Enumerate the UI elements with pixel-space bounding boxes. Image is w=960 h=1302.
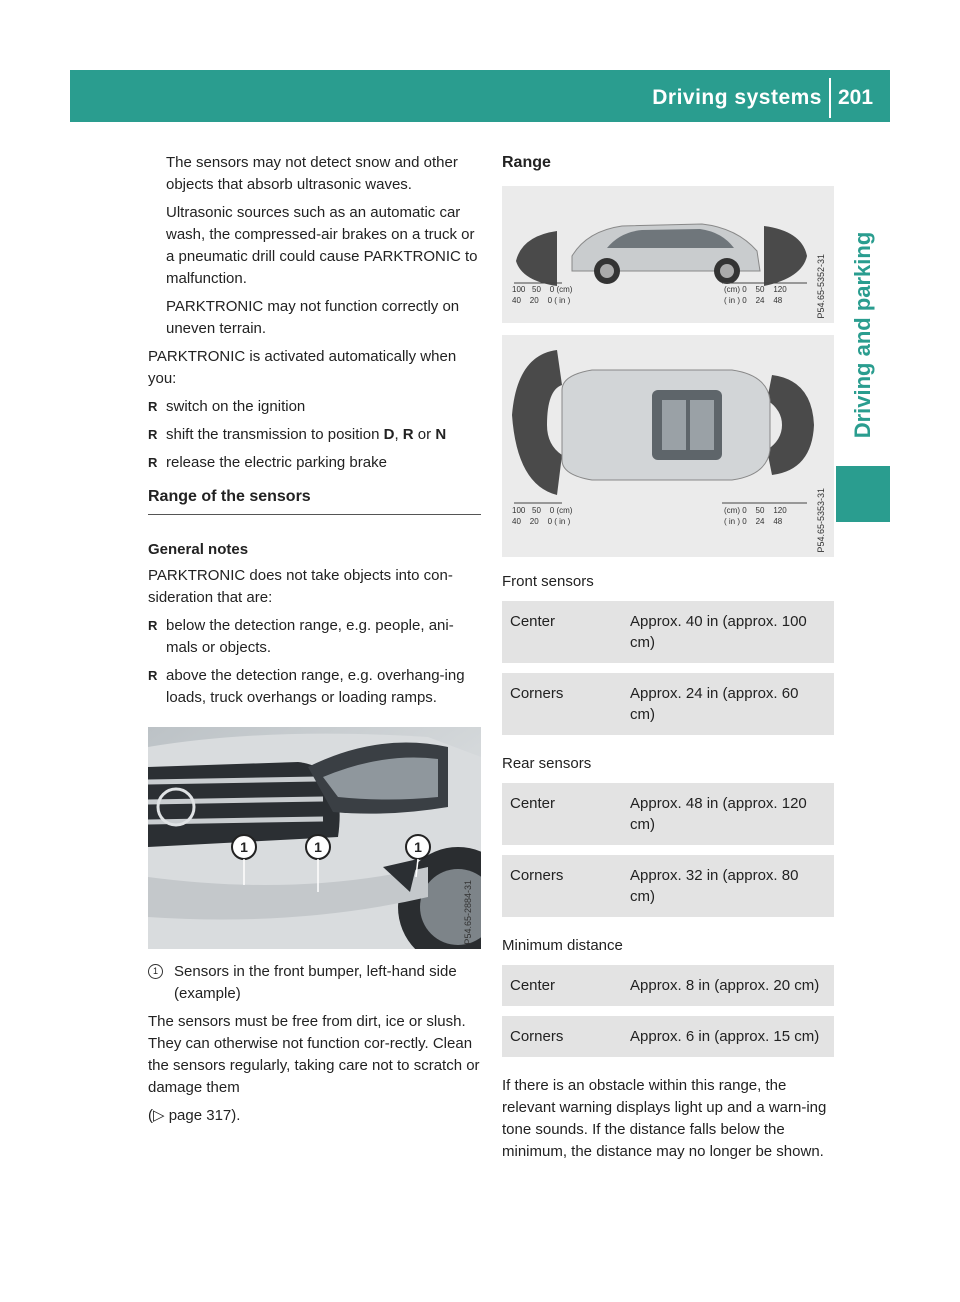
side-view-diagram (502, 186, 834, 323)
table-row (502, 850, 834, 917)
list-item: R below the detection range, e.g. people, ani-mals or objects. (148, 615, 481, 659)
list-item: R above the detection range, e.g. overhang-ing loads, truck overhangs or loading ramps. (148, 665, 481, 709)
page-reference: (▷ page 317). (148, 1107, 241, 1124)
rear-scale (724, 284, 787, 306)
svg-text:1: 1 (414, 839, 422, 855)
svg-text:1: 1 (240, 839, 248, 855)
right-column (502, 152, 834, 1169)
figure-code: P54.65-2884-31 (463, 880, 473, 945)
table-row (502, 965, 834, 1011)
range-heading: Range (502, 154, 551, 171)
section-heading: Range of the sensors (148, 486, 481, 515)
bumper-sensor-photo (148, 727, 481, 949)
table-key: Corners (502, 850, 622, 917)
callout-text: Sensors in the front bumper, left-hand side (example) (174, 963, 457, 1002)
scale-cm: (cm) 0 50 120 (724, 285, 787, 294)
table-value: Approx. 40 in (approx. 100 cm) (622, 601, 834, 668)
callout-number: 1 (148, 964, 163, 979)
rear-scale (724, 505, 787, 527)
scale-cm: 100 50 0 (cm) (512, 506, 573, 515)
list-item (148, 424, 481, 446)
list-item-text: shift the transmission to position (166, 426, 384, 443)
side-tab (836, 180, 890, 490)
scale-in: 40 20 0 ( in ) (512, 517, 571, 526)
table-key: Corners (502, 668, 622, 735)
scale-cm: (cm) 0 50 120 (724, 506, 787, 515)
table-key: Center (502, 965, 622, 1011)
table-key: Center (502, 601, 622, 668)
table-key: Center (502, 783, 622, 850)
side-tab-label: Driving and parking (850, 231, 875, 439)
top-view-diagram (502, 335, 834, 557)
position-r: R (402, 426, 414, 443)
section-title: Driving systems (652, 86, 822, 109)
side-tab-marker (836, 466, 890, 522)
scale-in: ( in ) 0 24 48 (724, 296, 783, 305)
rear-sensors-table (502, 783, 834, 917)
front-sensors-table (502, 601, 834, 735)
table-key: Corners (502, 1011, 622, 1057)
page-number: 201 (838, 86, 874, 109)
table-row (502, 601, 834, 668)
intro-paragraph: PARKTRONIC may not function correctly on uneven terrain. (166, 298, 460, 337)
separator: or (413, 426, 436, 443)
front-sensors-label: Front sensors (502, 573, 594, 590)
maintenance-text: The sensors must be free from dirt, ice or slush. They can otherwise not function cor-rectly. Clean the sensors regularly, taking care not to scratch or damage them (148, 1013, 480, 1096)
table-row (502, 668, 834, 735)
position-d: D (383, 426, 395, 443)
rear-sensors-label: Rear sensors (502, 755, 592, 772)
table-value: Approx. 6 in (approx. 15 cm) (622, 1011, 834, 1057)
table-value: Approx. 24 in (approx. 60 cm) (622, 668, 834, 735)
activation-text: PARKTRONIC is activated automatically when you: (148, 348, 457, 387)
position-n: N (435, 426, 447, 443)
scale-in: ( in ) 0 24 48 (724, 517, 783, 526)
figure-code: P54.65-5352-31 (816, 254, 826, 319)
scale-in: 40 20 0 ( in ) (512, 296, 571, 305)
table-value: Approx. 32 in (approx. 80 cm) (622, 850, 834, 917)
list-item: R release the electric parking brake (148, 452, 481, 474)
separator: , (394, 426, 403, 443)
left-column (148, 152, 481, 1133)
front-scale (512, 505, 572, 527)
table-row (502, 1011, 834, 1057)
svg-text:1: 1 (314, 839, 322, 855)
general-notes-text: PARKTRONIC does not take objects into con-sideration that are: (148, 567, 453, 606)
list-item: R switch on the ignition (148, 396, 481, 418)
front-scale (512, 284, 572, 306)
minimum-distance-table (502, 965, 834, 1057)
closing-paragraph: If there is an obstacle within this range, the relevant warning displays light up and a warn-ing tone sounds. If the distance falls below the minimum, the distance may no longer be shown. (502, 1077, 827, 1160)
table-value: Approx. 8 in (approx. 20 cm) (622, 965, 834, 1011)
header-divider (829, 78, 831, 118)
figure-callout (148, 961, 481, 1005)
scale-cm: 100 50 0 (cm) (512, 285, 573, 294)
minimum-distance-label: Minimum distance (502, 937, 623, 954)
intro-paragraph: The sensors may not detect snow and other objects that absorb ultrasonic waves. (166, 154, 458, 193)
table-value: Approx. 48 in (approx. 120 cm) (622, 783, 834, 850)
figure-code: P54.65-5353-31 (816, 488, 826, 553)
intro-paragraph: Ultrasonic sources such as an automatic car wash, the compressed-air brakes on a truck or a pneumatic drill could cause PARKTRONIC to malfunction. (166, 204, 478, 287)
table-row (502, 783, 834, 850)
subsection-heading: General notes (148, 541, 249, 558)
